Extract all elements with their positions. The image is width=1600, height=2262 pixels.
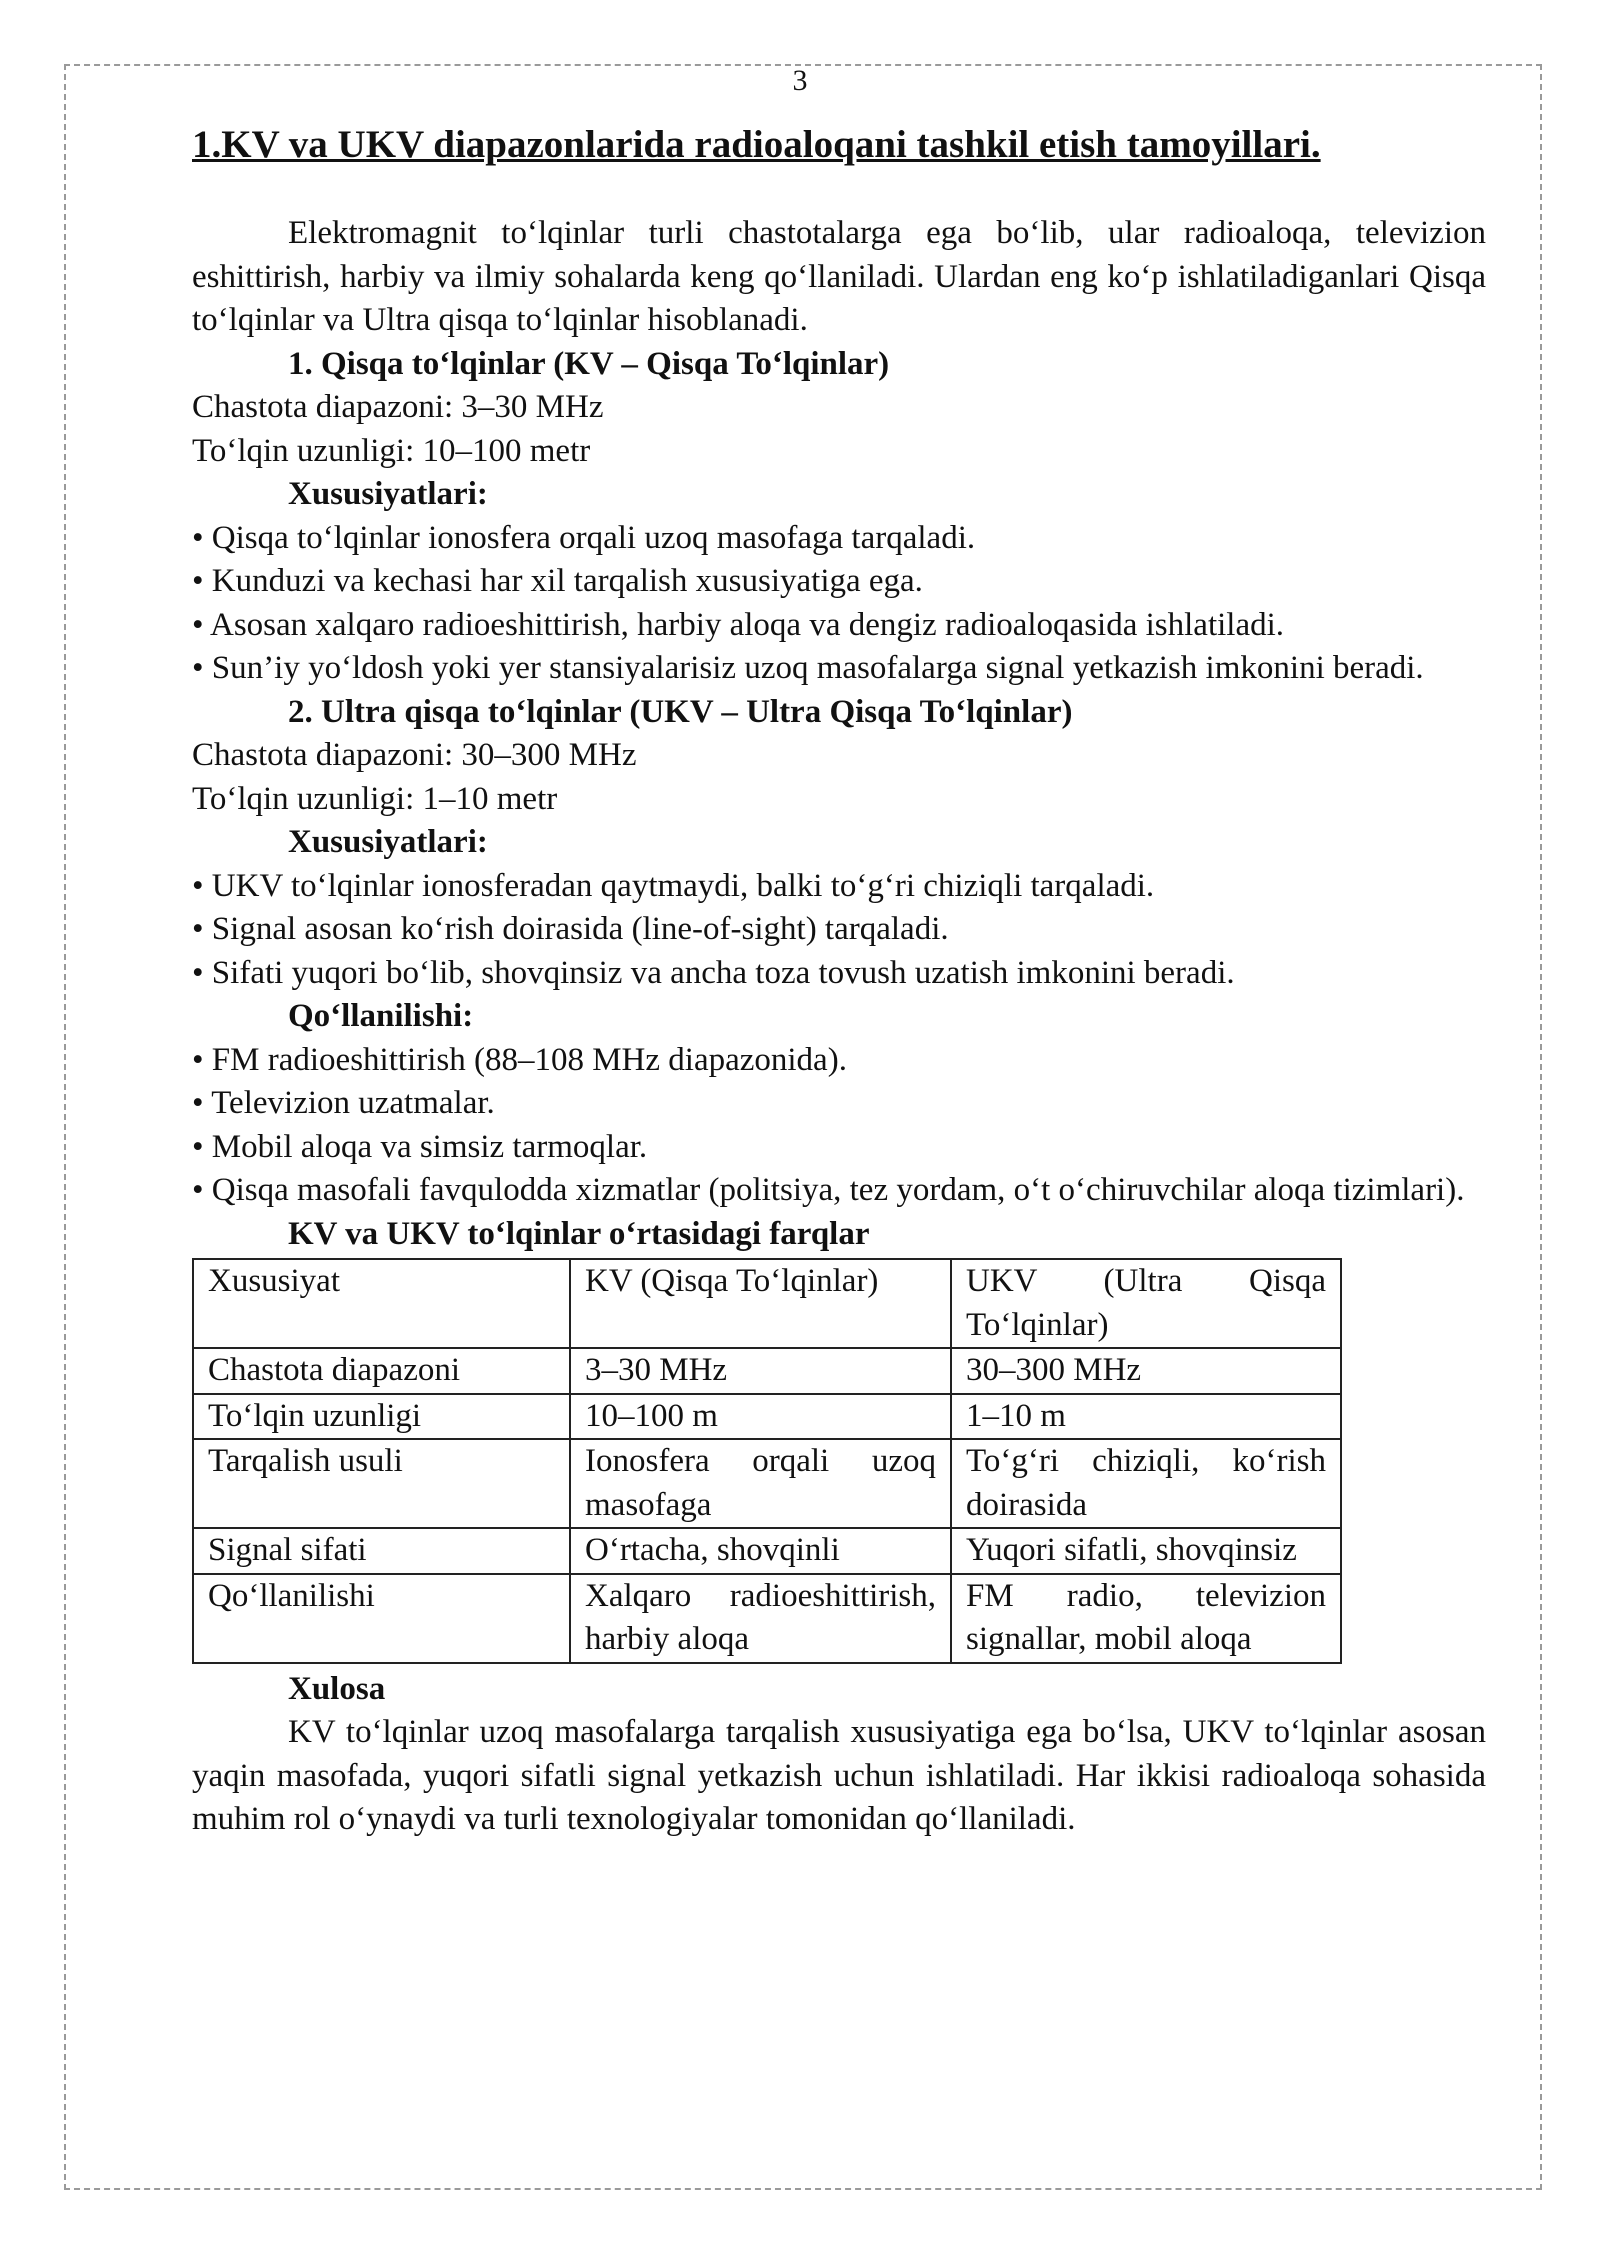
table-cell: Ionosfera orqali uzoq masofaga xyxy=(570,1439,951,1528)
table-cell: To‘lqin uzunligi xyxy=(193,1394,570,1440)
conclusion-paragraph: KV to‘lqinlar uzoq masofalarga tarqalish xususiyatiga ega bo‘lsa, UKV to‘lqinlar asosan yaqin masofada, yuqori sifatli signal yetkazish uchun ishlatiladi. Har ikkisi radioaloqa sohasida muhim rol o‘ynaydi va turli texnologiyalar tomonidan qo‘llaniladi. xyxy=(192,1714,1486,1837)
table-row xyxy=(193,1439,1341,1528)
document-title: 1.KV va UKV diapazonlarida radioaloqani tashkil etish tamoyillari. xyxy=(192,123,1321,166)
table-row xyxy=(193,1528,1341,1574)
table-cell: O‘rtacha, shovqinli xyxy=(570,1528,951,1574)
section2-wavelength: To‘lqin uzunligi: 1–10 metr xyxy=(192,780,558,817)
table-cell: 3–30 MHz xyxy=(570,1348,951,1394)
list-item: • Kunduzi va kechasi har xil tarqalish xususiyatiga ega. xyxy=(192,563,923,599)
table-cell: Signal sifati xyxy=(193,1528,570,1574)
list-item: • Televizion uzatmalar. xyxy=(192,1085,495,1121)
section1-frequency: Chastota diapazoni: 3–30 MHz xyxy=(192,389,604,425)
list-item: • FM radioeshittirish (88–108 MHz diapazonida). xyxy=(192,1041,847,1078)
table-cell: FM radio, televizion signallar, mobil aloqa xyxy=(951,1574,1341,1663)
section2-features-heading: Xususiyatlari: xyxy=(288,824,488,860)
section2-frequency: Chastota diapazoni: 30–300 MHz xyxy=(192,737,637,773)
section2-heading: 2. Ultra qisqa to‘lqinlar (UKV – Ultra Qisqa To‘lqinlar) xyxy=(288,693,1073,730)
table-header-cell: Xususiyat xyxy=(193,1259,570,1348)
table-row xyxy=(193,1394,1341,1440)
list-item: • UKV to‘lqinlar ionosferadan qaytmaydi, balki to‘g‘ri chiziqli tarqaladi. xyxy=(192,867,1155,904)
list-item: • Qisqa to‘lqinlar ionosfera orqali uzoq masofaga tarqaladi. xyxy=(192,519,976,556)
table-cell: 10–100 m xyxy=(570,1394,951,1440)
table-cell: Qo‘llanilishi xyxy=(193,1574,570,1663)
comparison-table xyxy=(192,1258,1342,1664)
table-cell: Chastota diapazoni xyxy=(193,1348,570,1394)
page-number: 3 xyxy=(792,64,808,97)
section1-wavelength: To‘lqin uzunligi: 10–100 metr xyxy=(192,432,591,469)
intro-paragraph: Elektromagnit to‘lqinlar turli chastotalarga ega bo‘lib, ular radioaloqa, televizion eshittirish, harbiy va ilmiy sohalarda keng qo‘llaniladi. Ulardan eng ko‘p ishlatiladiganlari Qisqa to‘lqinlar va Ultra qisqa to‘lqinlar hisoblanadi. xyxy=(192,215,1486,338)
list-item: • Asosan xalqaro radioeshittirish, harbiy aloqa va dengiz radioaloqasida ishlatiladi. xyxy=(192,606,1285,643)
table-cell: To‘g‘ri chiziqli, ko‘rish doirasida xyxy=(951,1439,1341,1528)
list-item: • Sun’iy yo‘ldosh yoki yer stansiyalarisiz uzoq masofalarga signal yetkazish imkonini beradi. xyxy=(192,650,1424,686)
table-header-cell: UKV (Ultra Qisqa To‘lqinlar) xyxy=(951,1259,1341,1348)
comparison-heading: KV va UKV to‘lqinlar o‘rtasidagi farqlar xyxy=(288,1215,870,1252)
list-item: • Signal asosan ko‘rish doirasida (line-of-sight) tarqaladi. xyxy=(192,911,949,947)
document-body xyxy=(192,58,1486,1842)
table-cell: Xalqaro radioeshittirish, harbiy aloqa xyxy=(570,1574,951,1663)
list-item: • Sifati yuqori bo‘lib, shovqinsiz va ancha toza tovush uzatish imkonini beradi. xyxy=(192,954,1235,991)
list-item: • Mobil aloqa va simsiz tarmoqlar. xyxy=(192,1128,648,1165)
section1-features-heading: Xususiyatlari: xyxy=(288,476,488,512)
table-cell: Tarqalish usuli xyxy=(193,1439,570,1528)
table-row xyxy=(193,1574,1341,1663)
section1-heading: 1. Qisqa to‘lqinlar (KV – Qisqa To‘lqinlar) xyxy=(288,345,890,382)
conclusion-heading: Xulosa xyxy=(288,1670,386,1707)
table-row xyxy=(193,1348,1341,1394)
table-header-row xyxy=(193,1259,1341,1348)
section2-usage-heading: Qo‘llanilishi: xyxy=(288,998,474,1034)
table-cell: 30–300 MHz xyxy=(951,1348,1341,1394)
table-cell: 1–10 m xyxy=(951,1394,1341,1440)
table-cell: Yuqori sifatli, shovqinsiz xyxy=(951,1528,1341,1574)
table-header-cell: KV (Qisqa To‘lqinlar) xyxy=(570,1259,951,1348)
list-item: • Qisqa masofali favqulodda xizmatlar (politsiya, tez yordam, o‘t o‘chiruvchilar aloqa tizimlari). xyxy=(192,1172,1465,1208)
